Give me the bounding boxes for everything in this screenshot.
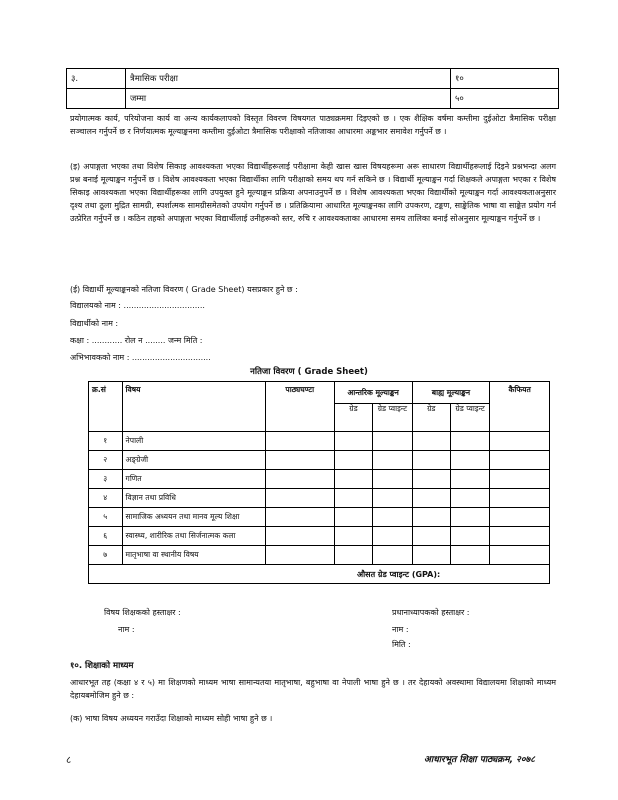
grade-sheet-table	[88, 381, 550, 584]
head-date-label: मिति :	[392, 640, 411, 649]
table-row	[89, 451, 550, 470]
head-signature-label: प्रधानाध्यापकको हस्ताक्षर :	[392, 608, 470, 617]
cell-sn: ७	[89, 546, 123, 565]
subheader-grade-point: ग्रेड प्वाइन्ट	[450, 404, 489, 432]
header-subject: विषय	[122, 382, 265, 432]
cell-subject: मातृभाषा वा स्थानीय विषय	[122, 546, 265, 565]
gpa-label: औसत ग्रेड प्वाइन्ट (GPA):	[89, 565, 550, 584]
table-row	[89, 527, 550, 546]
guardian-name-line: अभिभावकको नाम : ...............................	[70, 353, 211, 362]
cell-subject: गणित	[122, 470, 265, 489]
subheader-grade: ग्रेड	[334, 404, 372, 432]
header-credit-hours: पाठ्यघण्टा	[265, 382, 334, 432]
row-label: त्रैमासिक परीक्षा	[126, 69, 451, 89]
subheader-grade: ग्रेड	[412, 404, 450, 432]
header-external: बाह्य मूल्याङ्कन	[412, 382, 490, 404]
row-value: ५०	[451, 89, 559, 109]
section-heading: १०. शिक्षाको माध्यम	[70, 661, 134, 671]
running-footer-title: आधारभूत शिक्षा पाठ्यक्रम, २०७८	[424, 755, 535, 765]
paragraph-assessment: प्रयोगात्मक कार्य, परियोजना कार्य वा अन्य कार्यकलापको विस्तृत विवरण विषयगत पाठ्यक्रममा दिइएको छ । एक शैक्षिक वर्षमा कम्तीमा दुईओटा त्रैमासिक परीक्षा सञ्चालन गर्नुपर्ने छ र निर्णयात्मक मूल्याङ्कनमा कम्तीमा दुईओटा त्रैमासिक परीक्षाको नतिजाका आधारमा अङ्कभार समावेश गर्नुपर्ने छ ।	[70, 114, 556, 136]
class-roll-dob-line: कक्षा : ............ रोल न ........ जन्म मिति :	[70, 336, 203, 345]
cell-subject: अङ्ग्रेजी	[122, 451, 265, 470]
row-value: १०	[451, 69, 559, 89]
header-internal: आन्तरिक मूल्याङ्कन	[334, 382, 412, 404]
table-row	[67, 89, 559, 109]
table-row	[89, 432, 550, 451]
row-number: ३.	[67, 69, 126, 89]
gpa-row	[89, 565, 550, 584]
cell-sn: २	[89, 451, 123, 470]
cell-sn: ३	[89, 470, 123, 489]
page-number: ८	[66, 755, 72, 766]
cell-sn: ४	[89, 489, 123, 508]
student-name-line: विद्यार्थीको नाम :	[70, 319, 119, 328]
cell-subject: नेपाली	[122, 432, 265, 451]
row-label: जम्मा	[126, 89, 451, 109]
cell-subject: विज्ञान तथा प्रविधि	[122, 489, 265, 508]
cell-sn: ५	[89, 508, 123, 527]
header-remarks: कैफियत	[490, 382, 550, 432]
paragraph-special-needs: (इ) अपाङ्गता भएका तथा विशेष सिकाइ आवश्यकता भएका विद्यार्थीहरूलाई परीक्षामा केही खास खास विषयहरूमा अरू साधारण विद्यार्थीहरूलाई दिइने प्रश्नभन्दा अलग प्रश्न बनाई मूल्याङ्कन गर्नुपर्ने छ । विशेष आवश्यकता भएका विद्यार्थीका लागि परीक्षाको समय थप गर्न सकिने छ । विद्यार्थी मूल्याङ्कन गर्दा शिक्षकले अपाङ्गता भएका र विशेष सिकाइ आवश्यकता भएका विद्यार्थीहरूका लागि उपयुक्त हुने मूल्याङ्कन प्रक्रिया अपनाउनुपर्ने छ । विशेष आवश्यकता भएका विद्यार्थीको मूल्याङ्कन गर्दा आवश्यकताअनुसार दृश्य तथा ठूला मुद्रित सामग्री, स्पर्शात्मक सामग्रीसमेतको उपयोग गर्नुपर्ने छ । प्रतिक्रियामा आधारित मूल्याङ्कनका लागि उपकरण, टङ्कण, साङ्केतिक भाषा वा साङ्केत प्रयोग गर्न उत्प्रेरित गर्नुपर्ने छ । कठिन तहको अपाङ्गता भएका विद्यार्थीलाई उनीहरूको स्तर, रुचि र आवश्यकताका आधारमा समय तालिका बनाई सोअनुसार मूल्याङ्कन गर्नुपर्ने छ ।	[70, 162, 556, 223]
table-row	[89, 546, 550, 565]
table-header-row	[89, 382, 550, 404]
head-name-label: नाम :	[392, 625, 409, 634]
cell-subject: स्वास्थ्य, शारीरिक तथा सिर्जनात्मक कला	[122, 527, 265, 546]
paragraph-grade-sheet-intro: (ई) विद्यार्थी मूल्याङ्कनको नतिजा विवरण ( Grade Sheet) यसप्रकार हुने छ :	[70, 285, 298, 294]
cell-sn: ६	[89, 527, 123, 546]
table-row	[89, 489, 550, 508]
cell-sn: १	[89, 432, 123, 451]
row-number	[67, 89, 126, 109]
assessment-weight-table	[66, 68, 559, 109]
paragraph-language-subject: (क) भाषा विषय अध्ययन गराउँदा शिक्षाको माध्यम सोही भाषा हुने छ ।	[70, 714, 273, 723]
teacher-name-label: नाम :	[118, 625, 135, 634]
table-row	[67, 69, 559, 89]
teacher-signature-label: विषय शिक्षकको हस्ताक्षर :	[104, 608, 181, 617]
grade-sheet-title: नतिजा विवरण ( Grade Sheet)	[250, 367, 368, 377]
cell-subject: सामाजिक अध्ययन तथा मानव मूल्य शिक्षा	[122, 508, 265, 527]
header-sn: क्र.सं	[89, 382, 123, 432]
table-row	[89, 470, 550, 489]
paragraph-medium-of-instruction: आधारभूत तह (कक्षा ४ र ५) मा शिक्षणको माध्यम भाषा सामान्यतया मातृभाषा, बहुभाषा वा नेपाली भाषा हुने छ । तर देहायको अवस्थामा विद्यालयमा शिक्षाको माध्यम देहायबमोजिम हुने छ :	[70, 678, 556, 700]
school-name-line: विद्यालयको नाम : ................................	[70, 301, 205, 310]
subheader-grade-point: ग्रेड प्वाइन्ट	[373, 404, 412, 432]
table-row	[89, 508, 550, 527]
